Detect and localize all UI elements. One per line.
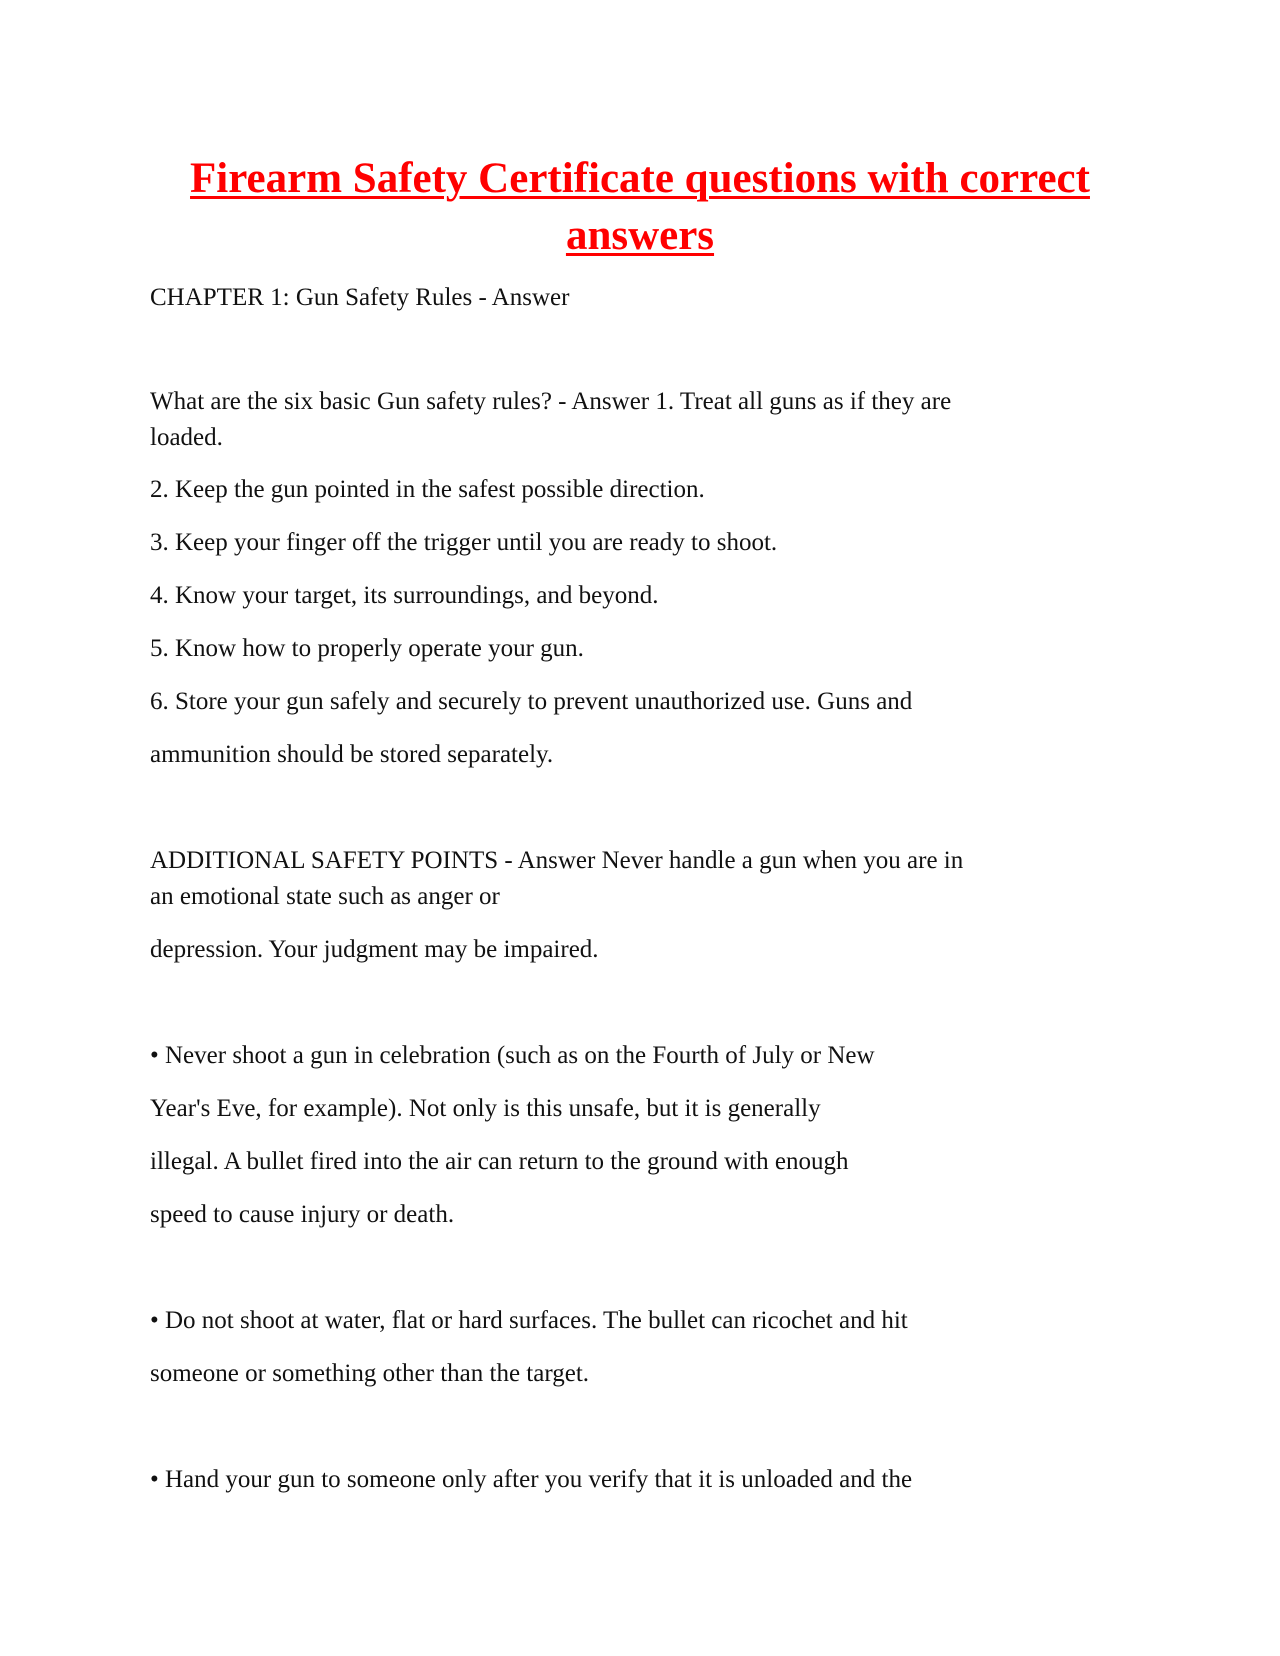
question-line: What are the six basic Gun safety rules? - Answer 1. Treat all guns as if they are (150, 388, 952, 415)
bullet-point-line: Year's Eve, for example). Not only is this unsafe, but it is generally (150, 1095, 821, 1122)
rule-item: ammunition should be stored separately. (150, 741, 554, 768)
question-line: loaded. (150, 424, 223, 451)
rule-item: 4. Know your target, its surroundings, and beyond. (150, 582, 659, 609)
additional-safety-line: ADDITIONAL SAFETY POINTS - Answer Never handle a gun when you are in (150, 847, 964, 874)
bullet-point-line: illegal. A bullet fired into the air can return to the ground with enough (150, 1148, 849, 1175)
chapter-heading: CHAPTER 1: Gun Safety Rules - Answer (150, 284, 570, 311)
rule-item: 5. Know how to properly operate your gun. (150, 635, 584, 662)
rule-item: 2. Keep the gun pointed in the safest possible direction. (150, 476, 705, 503)
bullet-point-line: speed to cause injury or death. (150, 1201, 455, 1228)
bullet-point-line: someone or something other than the target. (150, 1360, 590, 1387)
rule-item: 6. Store your gun safely and securely to prevent unauthorized use. Guns and (150, 688, 913, 715)
additional-safety-line: an emotional state such as anger or (150, 883, 500, 910)
rule-item: 3. Keep your finger off the trigger until you are ready to shoot. (150, 529, 778, 556)
bullet-point-line: • Hand your gun to someone only after you verify that it is unloaded and the (150, 1466, 913, 1493)
additional-safety-line: depression. Your judgment may be impaired. (150, 936, 599, 963)
bullet-point-line: • Never shoot a gun in celebration (such as on the Fourth of July or New (150, 1042, 875, 1069)
bullet-point-line: • Do not shoot at water, flat or hard surfaces. The bullet can ricochet and hit (150, 1307, 908, 1334)
document-title: Firearm Safety Certificate questions with correct answers (190, 155, 1090, 259)
